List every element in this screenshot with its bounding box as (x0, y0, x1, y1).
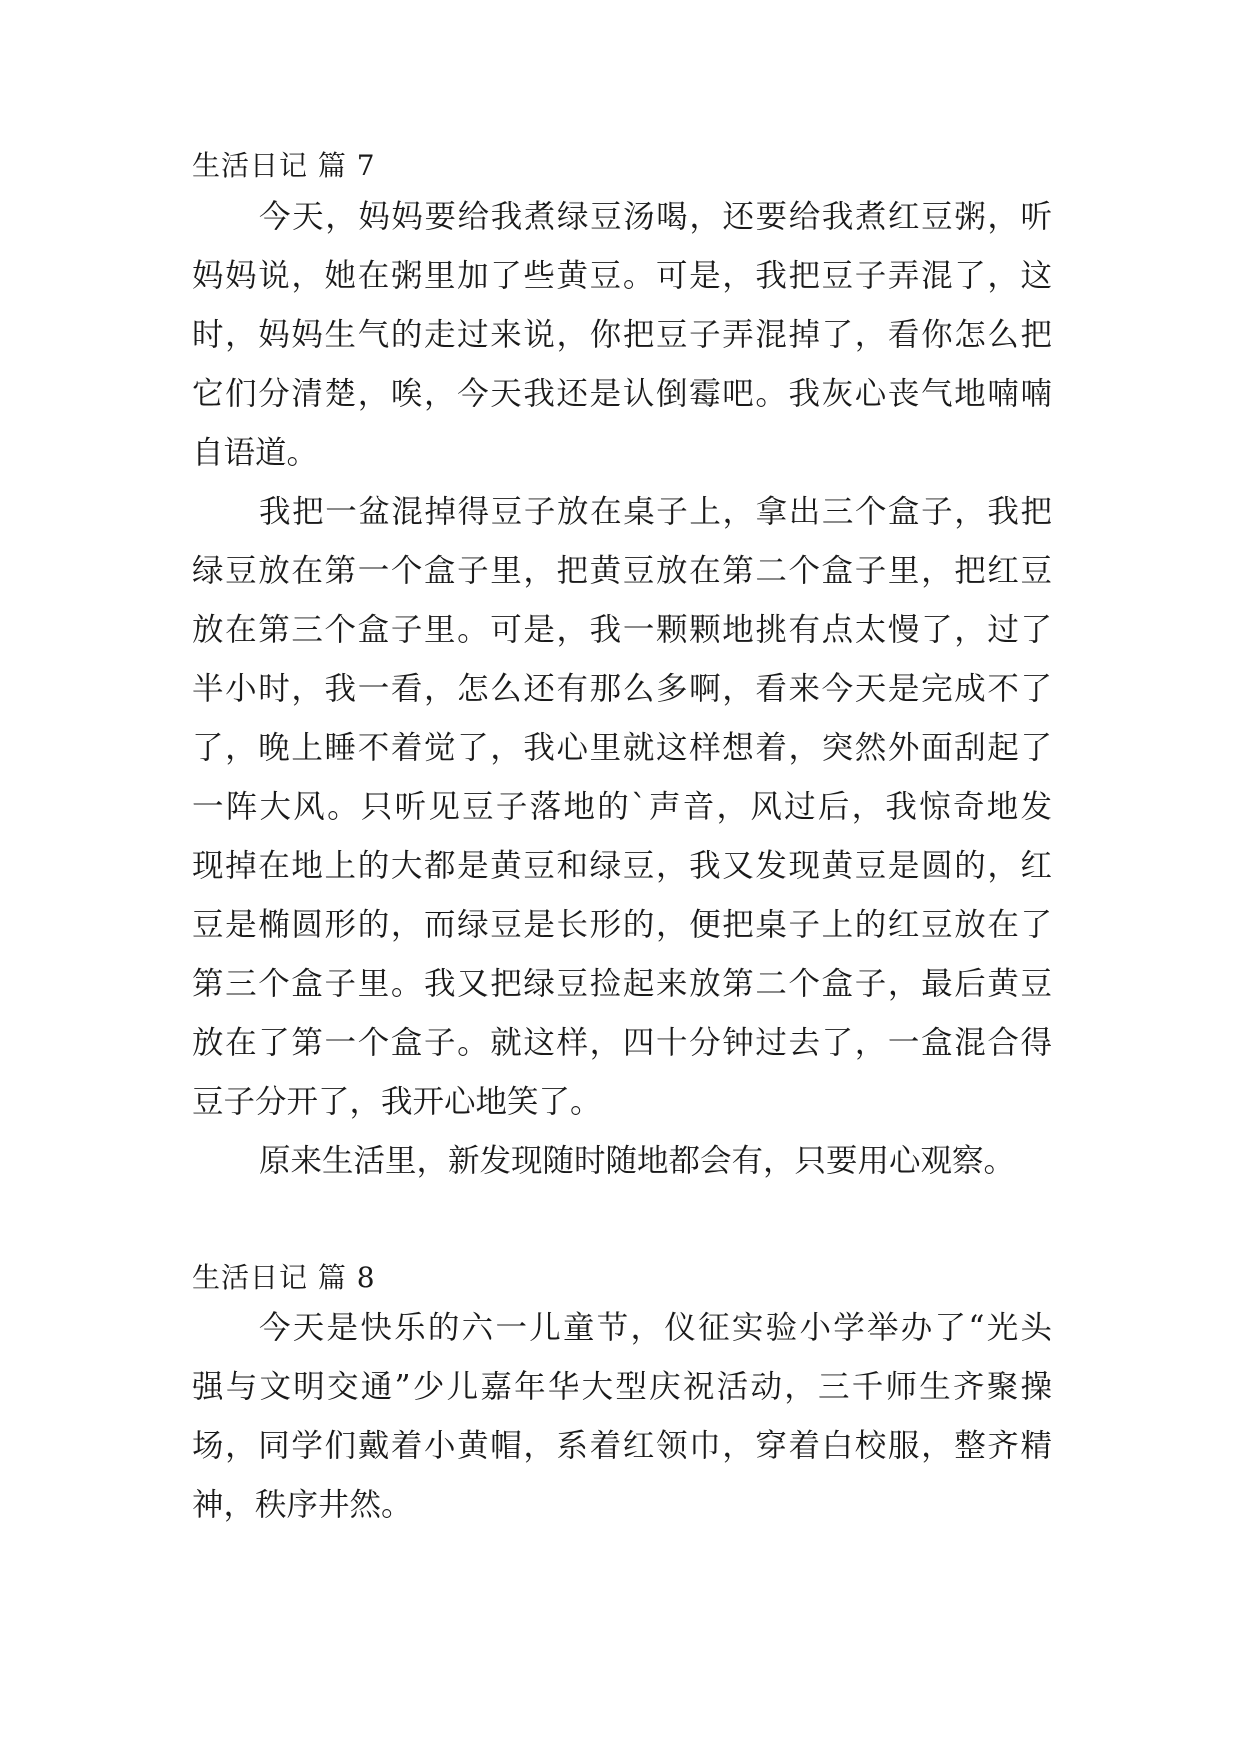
text-line: 场，同学们戴着小黄帽，系着红领巾，穿着白校服，整齐精 (192, 1428, 1052, 1464)
text-line: 一阵大风。只听见豆子落地的`声音，风过后，我惊奇地发 (192, 789, 1052, 825)
text-line: 放在第三个盒子里。可是，我一颗颗地挑有点太慢了，过了 (192, 612, 1052, 648)
text-line: 时，妈妈生气的走过来说，你把豆子弄混掉了，看你怎么把 (192, 317, 1052, 353)
text-line: 妈妈说，她在粥里加了些黄豆。可是，我把豆子弄混了，这 (192, 258, 1052, 294)
text-line: 了，晚上睡不着觉了，我心里就这样想着，突然外面刮起了 (192, 730, 1052, 766)
text-line: 原来生活里，新发现随时随地都会有，只要用心观察。 (259, 1143, 1016, 1179)
text-line: 半小时，我一看，怎么还有那么多啊，看来今天是完成不了 (192, 671, 1052, 707)
text-line: 绿豆放在第一个盒子里，把黄豆放在第二个盒子里，把红豆 (192, 553, 1052, 589)
paragraph-7-2 (192, 483, 1052, 1132)
text-line: 今天，妈妈要给我煮绿豆汤喝，还要给我煮红豆粥，听 (259, 199, 1052, 235)
text-line: 今天是快乐的六一儿童节，仪征实验小学举办了“光头 (259, 1310, 1052, 1346)
text-line: 自语道。 (192, 435, 319, 471)
text-line: 它们分清楚，唉，今天我还是认倒霉吧。我灰心丧气地喃喃 (192, 376, 1052, 412)
text-line: 现掉在地上的大都是黄豆和绿豆，我又发现黄豆是圆的，红 (192, 848, 1052, 884)
text-line: 强与文明交通”少儿嘉年华大型庆祝活动，三千师生齐聚操 (192, 1369, 1052, 1405)
text-line: 豆是椭圆形的，而绿豆是长形的，便把桌子上的红豆放在了 (192, 907, 1052, 943)
text-line: 豆子分开了，我开心地笑了。 (192, 1084, 602, 1120)
section-heading-7: 生活日记 篇 7 (192, 149, 376, 182)
paragraph-7-1 (192, 188, 1052, 483)
text-line: 放在了第一个盒子。就这样，四十分钟过去了，一盒混合得 (192, 1025, 1052, 1061)
text-line: 第三个盒子里。我又把绿豆捡起来放第二个盒子，最后黄豆 (192, 966, 1052, 1002)
paragraph-8-1 (192, 1299, 1052, 1535)
text-line: 我把一盆混掉得豆子放在桌子上，拿出三个盒子，我把 (259, 494, 1052, 530)
text-line: 神，秩序井然。 (192, 1487, 413, 1523)
paragraph-7-3 (192, 1132, 1072, 1191)
section-heading-8: 生活日记 篇 8 (192, 1261, 376, 1294)
